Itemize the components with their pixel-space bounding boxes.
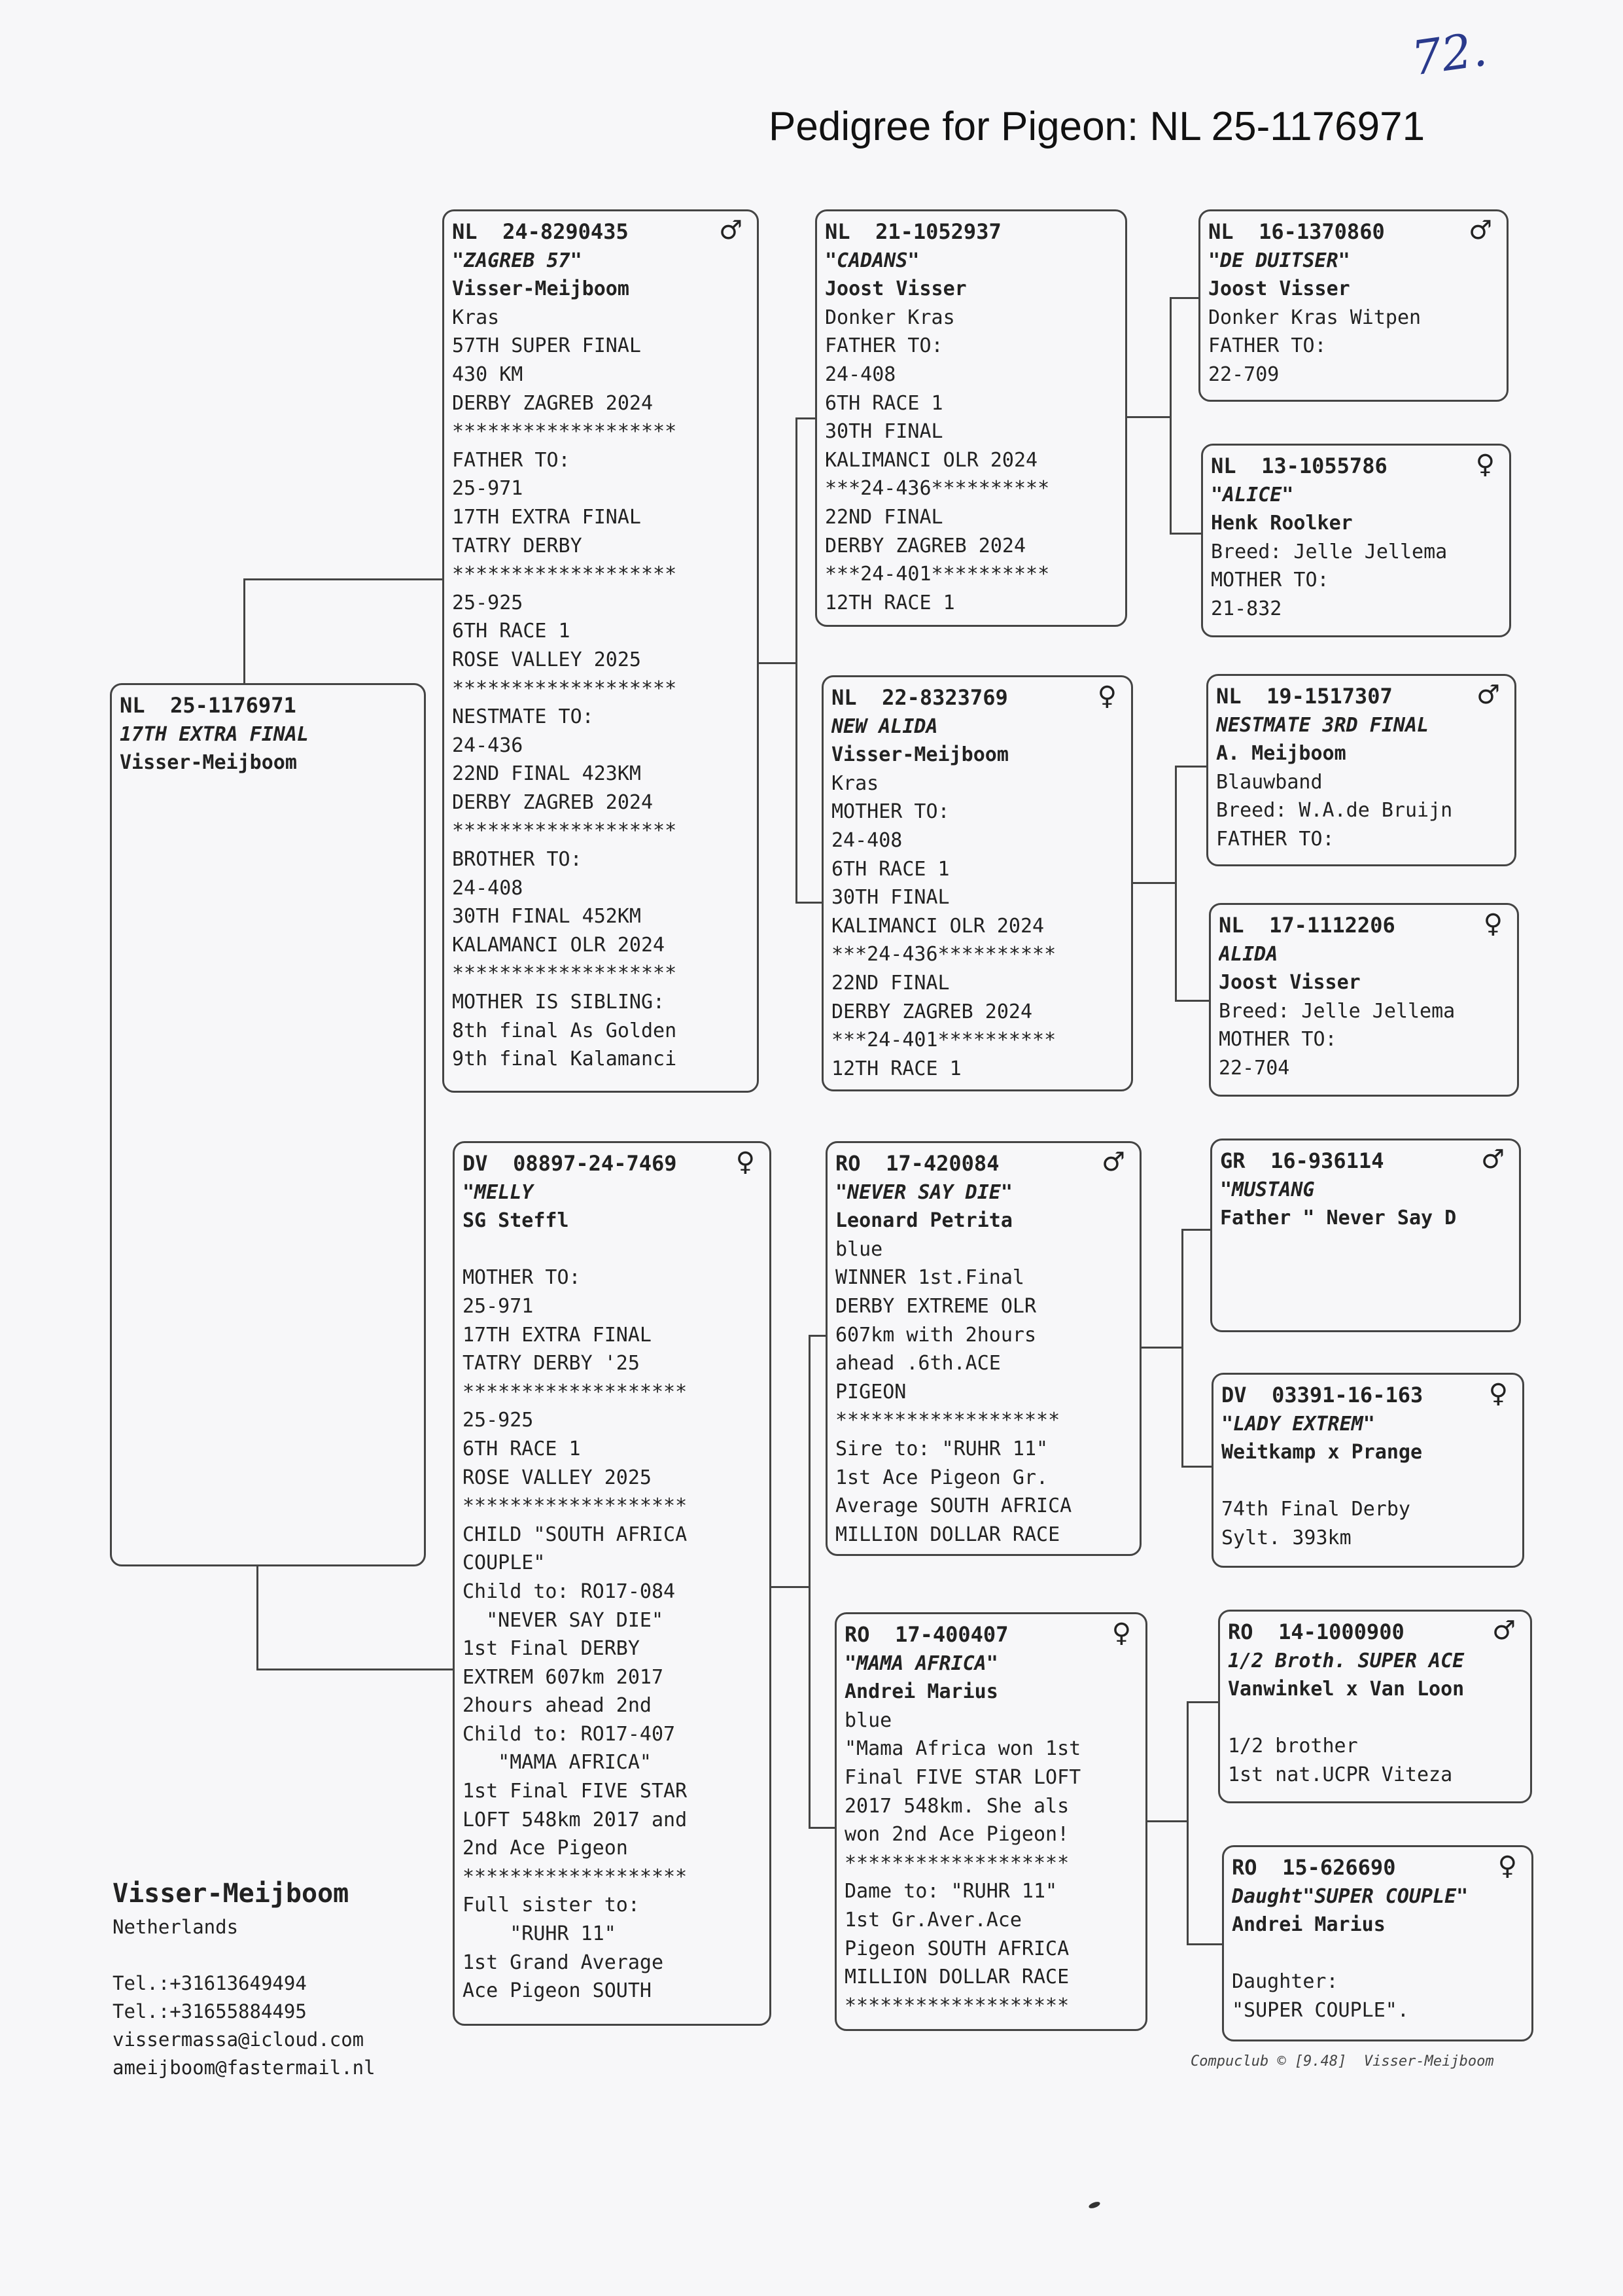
pigeon-name: Daught"SUPER COUPLE" xyxy=(1232,1884,1469,1908)
info-line: won 2nd Ace Pigeon! xyxy=(845,1823,1070,1846)
info-line: 2nd Ace Pigeon xyxy=(462,1837,628,1860)
info-line: Kras xyxy=(831,771,879,795)
info-line: 1st Gr.Aver.Ace xyxy=(845,1908,1022,1932)
ring-number: RO 17-420084 xyxy=(835,1151,1000,1176)
info-line: 21-832 xyxy=(1211,597,1282,620)
connector-line xyxy=(243,578,245,684)
info-line: MILLION DOLLAR RACE xyxy=(845,1966,1070,1989)
info-line: LOFT 548km 2017 and xyxy=(462,1808,688,1831)
ring-number: NL 22-8323769 xyxy=(831,685,1008,710)
info-line: 1st Final FIVE STAR xyxy=(462,1780,688,1803)
info-line: MOTHER TO: xyxy=(462,1266,581,1290)
info-line xyxy=(1221,1467,1514,1496)
pigeon-name: NESTMATE 3RD FINAL xyxy=(1216,713,1429,737)
ring-number: RO 14-1000900 xyxy=(1228,1619,1405,1644)
pigeon-name: 1/2 Broth. SUPER ACE xyxy=(1228,1649,1465,1672)
male-symbol-icon: ♂ xyxy=(1481,1144,1505,1174)
info-line: DERBY ZAGREB 2024 xyxy=(825,534,1026,557)
female-symbol-icon: ♀ xyxy=(1475,450,1495,480)
info-line: MOTHER IS SIBLING: xyxy=(452,991,665,1014)
info-line: 22ND FINAL 423KM xyxy=(452,762,641,786)
connector-line xyxy=(1187,1701,1219,1703)
info-line: FATHER TO: xyxy=(825,334,943,358)
breeder-name: Joost Visser xyxy=(1208,277,1350,301)
pedigree-box-mmm[interactable] xyxy=(1222,1845,1533,2041)
info-line: EXTREM 607km 2017 xyxy=(462,1665,664,1689)
info-line: Dame to: "RUHR 11" xyxy=(845,1880,1058,1903)
owner-phone: Tel.:+31655884495 xyxy=(113,2000,307,2022)
info-line: KALIMANCI OLR 2024 xyxy=(831,914,1045,938)
spacer xyxy=(113,1941,375,1969)
pigeon-name: "MAMA AFRICA" xyxy=(845,1651,998,1675)
pigeon-name: NEW ALIDA xyxy=(831,715,938,738)
info-line: 6TH RACE 1 xyxy=(825,391,943,415)
info-line: 1st Grand Average xyxy=(462,1951,664,1974)
info-line: ******************* xyxy=(462,1380,688,1404)
info-line: KALIMANCI OLR 2024 xyxy=(825,448,1038,472)
connector-line xyxy=(795,417,797,903)
ring-number: NL 24-8290435 xyxy=(452,219,629,244)
ring-number: NL 13-1055786 xyxy=(1211,453,1387,478)
info-line: DERBY ZAGREB 2024 xyxy=(452,391,654,415)
connector-line xyxy=(243,578,444,580)
info-line: blue xyxy=(845,1708,892,1732)
info-line: KALAMANCI OLR 2024 xyxy=(452,933,665,957)
pedigree-box-ffm[interactable] xyxy=(1201,444,1511,637)
info-line: "RUHR 11" xyxy=(462,1922,616,1946)
breeder-name: Visser-Meijboom xyxy=(452,277,629,301)
info-line: ******************* xyxy=(835,1409,1060,1432)
breeder-name: Andrei Marius xyxy=(845,1680,998,1704)
info-line: 25-925 xyxy=(462,1409,534,1432)
info-line: ******************* xyxy=(845,1994,1070,2017)
info-line: DERBY EXTREME OLR xyxy=(835,1294,1037,1318)
info-line: 6TH RACE 1 xyxy=(452,620,570,643)
owner-name: Visser-Meijboom xyxy=(113,1879,349,1909)
connector-line xyxy=(1187,1943,1223,1945)
pigeon-name: "LADY EXTREM" xyxy=(1221,1412,1375,1436)
info-line: ***24-436********** xyxy=(831,943,1056,966)
info-line: "SUPER COUPLE". xyxy=(1232,1998,1409,2022)
info-line: 22ND FINAL xyxy=(825,505,943,529)
info-line: "NEVER SAY DIE" xyxy=(462,1608,664,1632)
pedigree-box-mother-father[interactable] xyxy=(826,1141,1142,1556)
connector-line xyxy=(1170,297,1200,299)
info-line: PIGEON xyxy=(835,1380,907,1404)
info-line xyxy=(1228,1704,1522,1733)
breeder-name: Joost Visser xyxy=(825,277,967,301)
info-line: 430 KM xyxy=(452,362,523,386)
info-line: DERBY ZAGREB 2024 xyxy=(831,1000,1033,1023)
software-footer: Compuclub © [9.48] Visser-Meijboom xyxy=(1191,2053,1494,2070)
info-line: ahead .6th.ACE xyxy=(835,1352,1001,1375)
connector-line xyxy=(1170,533,1202,535)
info-line: 25-971 xyxy=(452,477,523,501)
info-line: ROSE VALLEY 2025 xyxy=(452,648,641,671)
info-line: BROTHER TO: xyxy=(452,848,582,872)
connector-line xyxy=(795,417,816,419)
info-line: Final FIVE STAR LOFT xyxy=(845,1765,1081,1789)
info-line: 57TH SUPER FINAL xyxy=(452,334,641,358)
female-symbol-icon: ♀ xyxy=(1111,1618,1131,1648)
male-symbol-icon: ♂ xyxy=(1102,1147,1125,1177)
pedigree-box-mmf[interactable] xyxy=(1218,1610,1532,1803)
info-line: DERBY ZAGREB 2024 xyxy=(452,790,654,814)
ring-number: NL 21-1052937 xyxy=(825,219,1002,244)
pigeon-name: ALIDA xyxy=(1219,942,1278,966)
info-line: 8th final As Golden xyxy=(452,1019,677,1042)
info-line: "Mama Africa won 1st xyxy=(845,1737,1081,1761)
info-line: ******************* xyxy=(452,677,677,700)
info-line: Sylt. 393km xyxy=(1221,1526,1352,1549)
info-line: Average SOUTH AFRICA xyxy=(835,1494,1072,1518)
info-line: Kras xyxy=(452,306,500,329)
info-line: ******************* xyxy=(845,1851,1070,1875)
connector-line xyxy=(809,1335,827,1337)
info-line: 17TH EXTRA FINAL xyxy=(462,1323,652,1347)
female-symbol-icon: ♀ xyxy=(735,1147,755,1177)
pedigree-box-fmf[interactable] xyxy=(1206,674,1516,866)
connector-line xyxy=(809,1827,836,1829)
connector-line xyxy=(1181,1229,1183,1467)
connector-line xyxy=(1126,416,1170,418)
handwritten-page-number: 72. xyxy=(1408,21,1490,86)
info-line: ******************* xyxy=(452,819,677,843)
info-line: ******************* xyxy=(462,1865,688,1888)
owner-email[interactable]: ameijboom@fastermail.nl xyxy=(113,2057,375,2079)
info-line: "MAMA AFRICA" xyxy=(462,1751,652,1775)
info-line: Donker Kras xyxy=(825,306,955,329)
info-line: FATHER TO: xyxy=(1216,827,1335,851)
info-line: MOTHER TO: xyxy=(831,800,950,824)
info-line: 25-925 xyxy=(452,591,523,614)
pedigree-box-mfm[interactable] xyxy=(1212,1373,1524,1568)
connector-line xyxy=(809,1335,811,1828)
connector-line xyxy=(256,1669,454,1670)
info-line: 6TH RACE 1 xyxy=(831,857,950,881)
info-line: TATRY DERBY '25 xyxy=(462,1352,640,1375)
connector-line xyxy=(1140,1347,1182,1349)
breeder-name: Visser-Meijboom xyxy=(831,743,1009,767)
owner-info xyxy=(113,1874,375,2082)
info-line: 22-704 xyxy=(1219,1056,1290,1080)
ring-number: NL 16-1370860 xyxy=(1208,219,1385,244)
info-line: blue xyxy=(835,1237,883,1261)
connector-line xyxy=(1132,882,1176,884)
info-line: 30TH FINAL xyxy=(831,886,950,910)
pigeon-name: "ALICE" xyxy=(1211,483,1294,506)
male-symbol-icon: ♂ xyxy=(1492,1616,1516,1646)
info-line: CHILD "SOUTH AFRICA xyxy=(462,1523,688,1546)
info-line: FATHER TO: xyxy=(452,448,570,472)
ring-number: RO 17-400407 xyxy=(845,1622,1009,1647)
info-line: 6TH RACE 1 xyxy=(462,1437,581,1460)
connector-line xyxy=(1181,1229,1212,1231)
connector-line xyxy=(1181,1466,1213,1468)
scan-speck xyxy=(1088,2200,1101,2210)
info-line: MILLION DOLLAR RACE xyxy=(835,1523,1060,1546)
female-symbol-icon: ♀ xyxy=(1497,1851,1517,1881)
info-line: 74th Final Derby xyxy=(1221,1498,1410,1521)
pigeon-name: "DE DUITSER" xyxy=(1208,249,1350,272)
breeder-name: Henk Roolker xyxy=(1211,512,1353,535)
ring-number: DV 03391-16-163 xyxy=(1221,1383,1423,1407)
info-line: ROSE VALLEY 2025 xyxy=(462,1466,652,1489)
pigeon-name: 17TH EXTRA FINAL xyxy=(120,722,309,746)
info-line: 22-709 xyxy=(1208,362,1280,386)
female-symbol-icon: ♀ xyxy=(1488,1379,1508,1409)
info-line: ******************* xyxy=(452,962,677,985)
info-line: 9th final Kalamanci xyxy=(452,1048,677,1071)
info-line: COUPLE" xyxy=(462,1551,546,1575)
info-line: 24-408 xyxy=(825,362,896,386)
info-line: Breed: Jelle Jellema xyxy=(1219,999,1456,1023)
info-line: Donker Kras Witpen xyxy=(1208,306,1422,329)
info-line: 25-971 xyxy=(462,1294,534,1318)
breeder-name: Weitkamp x Prange xyxy=(1221,1441,1423,1464)
info-line: Pigeon SOUTH AFRICA xyxy=(845,1937,1070,1960)
pigeon-name: "ZAGREB 57" xyxy=(452,249,582,272)
pedigree-box-mff[interactable] xyxy=(1210,1139,1521,1332)
pedigree-box-father-mother[interactable] xyxy=(822,675,1133,1091)
breeder-name: Andrei Marius xyxy=(1232,1913,1386,1937)
connector-line xyxy=(770,1586,811,1588)
info-line: ******************* xyxy=(452,420,677,444)
breeder-name: Vanwinkel x Van Loon xyxy=(1228,1678,1465,1701)
info-line: Ace Pigeon SOUTH xyxy=(462,1979,652,2003)
info-line: 12TH RACE 1 xyxy=(825,591,955,614)
info-line: 24-436 xyxy=(452,733,523,757)
male-symbol-icon: ♂ xyxy=(1469,215,1492,245)
info-line: ***24-436********** xyxy=(825,477,1050,501)
pedigree-box-fff[interactable] xyxy=(1198,209,1509,402)
breeder-name: Visser-Meijboom xyxy=(120,751,297,775)
info-line: Full sister to: xyxy=(462,1894,640,1917)
connector-line xyxy=(1175,766,1177,1001)
info-line: ***24-401********** xyxy=(831,1029,1056,1052)
ring-number: NL 25-1176971 xyxy=(120,693,296,718)
connector-line xyxy=(1187,1701,1189,1945)
pigeon-name: "CADANS" xyxy=(825,249,920,272)
info-line: 2hours ahead 2nd xyxy=(462,1694,652,1718)
info-line: 12TH RACE 1 xyxy=(831,1057,962,1080)
breeder-name: A. Meijboom xyxy=(1216,742,1346,766)
info-line: Blauwband xyxy=(1216,770,1323,794)
connector-line xyxy=(1170,297,1172,534)
owner-email[interactable]: vissermassa@icloud.com xyxy=(113,2028,364,2051)
info-line: 24-408 xyxy=(831,828,903,852)
pedigree-box-mother-mother[interactable] xyxy=(835,1612,1147,2031)
info-line xyxy=(462,1235,761,1264)
ring-number: DV 08897-24-7469 xyxy=(462,1151,677,1176)
connector-line xyxy=(1175,1000,1210,1002)
male-symbol-icon: ♂ xyxy=(1476,680,1500,710)
info-line: Child to: RO17-084 xyxy=(462,1580,676,1603)
pedigree-box-subject[interactable] xyxy=(110,683,426,1566)
connector-line xyxy=(1175,766,1208,768)
owner-country: Netherlands xyxy=(113,1916,239,1938)
ring-number: RO 15-626690 xyxy=(1232,1855,1396,1880)
info-line: Breed: Jelle Jellema xyxy=(1211,540,1448,563)
page-title: Pedigree for Pigeon: NL 25-1176971 xyxy=(769,104,1425,149)
info-line: WINNER 1st.Final xyxy=(835,1266,1024,1290)
info-line: MOTHER TO: xyxy=(1211,569,1329,592)
pigeon-name: "NEVER SAY DIE" xyxy=(835,1180,1013,1204)
info-line: Daughter: xyxy=(1232,1970,1338,1994)
info-line: 1st Ace Pigeon Gr. xyxy=(835,1466,1049,1489)
female-symbol-icon: ♀ xyxy=(1483,909,1503,939)
breeder-name: Joost Visser xyxy=(1219,971,1361,995)
info-line: Child to: RO17-407 xyxy=(462,1722,676,1746)
info-line: ***24-401********** xyxy=(825,563,1050,586)
info-line: MOTHER TO: xyxy=(1219,1028,1337,1051)
pedigree-box-fmm[interactable] xyxy=(1209,903,1519,1097)
info-line: NESTMATE TO: xyxy=(452,705,594,729)
info-line: 1st nat.UCPR Viteza xyxy=(1228,1763,1453,1786)
ring-number: GR 16-936114 xyxy=(1220,1148,1384,1173)
pedigree-box-father-father[interactable] xyxy=(815,209,1127,627)
info-line xyxy=(1232,1939,1524,1968)
info-line: Sire to: "RUHR 11" xyxy=(835,1437,1049,1460)
info-line: 22ND FINAL xyxy=(831,971,950,995)
connector-line xyxy=(758,662,797,664)
info-line: 30TH FINAL xyxy=(825,420,943,444)
ring-number: NL 17-1112206 xyxy=(1219,913,1395,938)
info-line: 24-408 xyxy=(452,876,523,900)
breeder-name: Leonard Petrita xyxy=(835,1209,1013,1233)
info-line: 1/2 brother xyxy=(1228,1735,1358,1758)
info-line: 17TH EXTRA FINAL xyxy=(452,505,641,529)
pigeon-name: "MUSTANG xyxy=(1220,1178,1315,1201)
info-line: FATHER TO: xyxy=(1208,334,1327,358)
female-symbol-icon: ♀ xyxy=(1097,681,1117,711)
connector-line xyxy=(256,1565,258,1670)
info-line: 30TH FINAL 452KM xyxy=(452,905,641,928)
connector-line xyxy=(795,902,823,904)
connector-line xyxy=(1146,1820,1188,1822)
breeder-name: Father " Never Say D xyxy=(1220,1207,1457,1230)
info-line: 1st Final DERBY xyxy=(462,1637,640,1661)
info-line: ******************* xyxy=(462,1494,688,1518)
pigeon-name: "MELLY xyxy=(462,1180,534,1204)
info-line: 2017 548km. She als xyxy=(845,1794,1070,1818)
ring-number: NL 19-1517307 xyxy=(1216,684,1393,709)
info-line: ******************* xyxy=(452,563,677,586)
male-symbol-icon: ♂ xyxy=(719,215,742,245)
info-line: 607km with 2hours xyxy=(835,1323,1037,1347)
pedigree-box-father[interactable] xyxy=(442,209,759,1093)
info-line: TATRY DERBY xyxy=(452,534,582,557)
breeder-name: SG Steffl xyxy=(462,1209,569,1233)
info-line: Breed: W.A.de Bruijn xyxy=(1216,799,1453,822)
owner-phone: Tel.:+31613649494 xyxy=(113,1972,307,1994)
pedigree-box-mother[interactable] xyxy=(453,1141,771,2026)
